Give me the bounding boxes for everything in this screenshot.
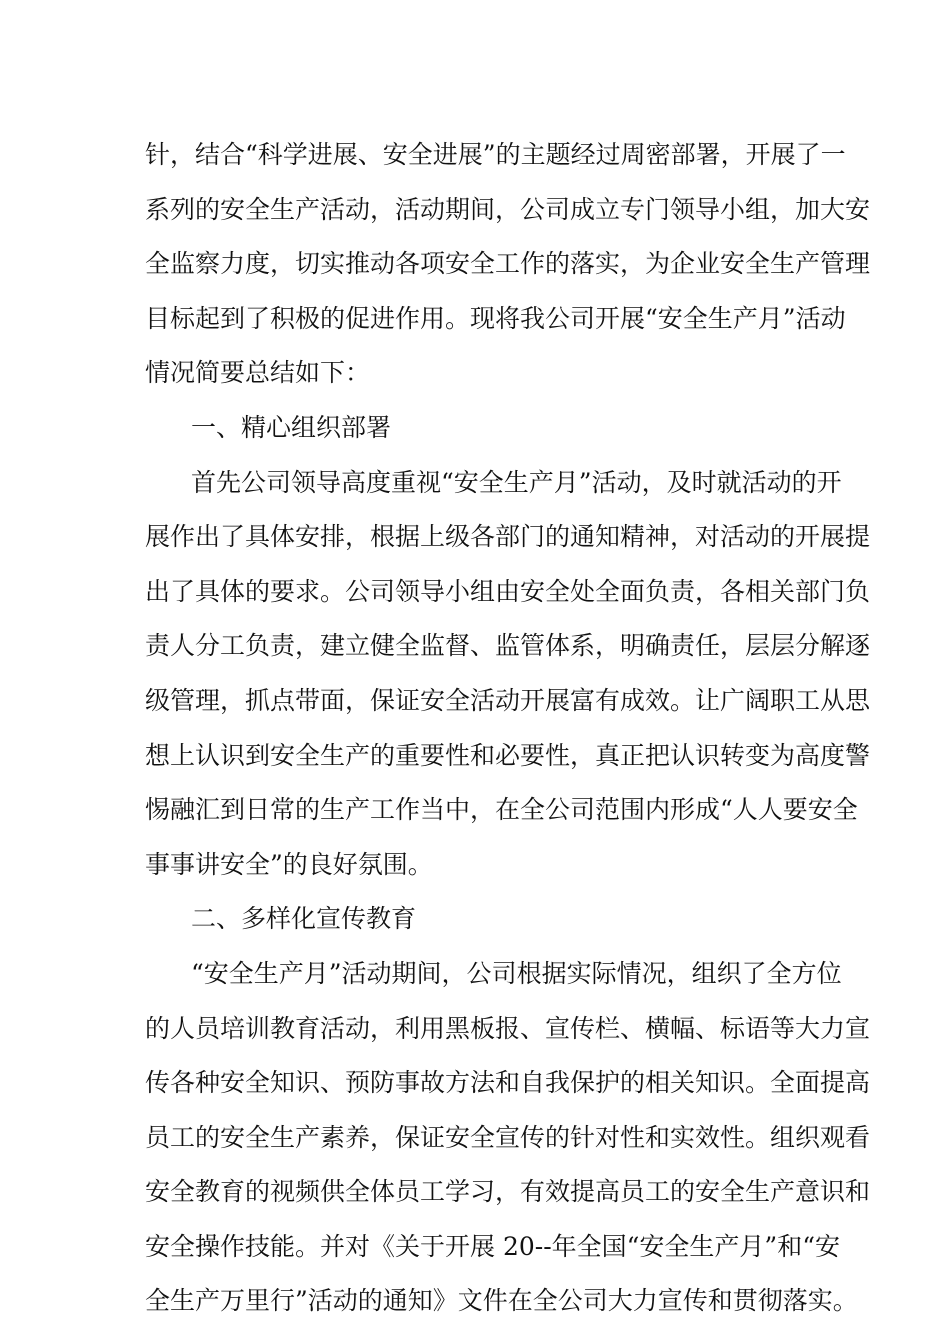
paragraph-line: 员工的安全生产素养，保证安全宣传的针对性和实效性。组织观看	[145, 1122, 871, 1152]
paragraph-line: 全监察力度，切实推动各项安全工作的落实，为企业安全生产管理	[145, 249, 871, 279]
paragraph-line: 传各种安全知识、预防事故方法和自我保护的相关知识。全面提高	[145, 1068, 871, 1098]
section-heading-2: 二、多样化宣传教育	[191, 904, 417, 934]
paragraph-line: 全生产万里行”活动的通知》文件在全公司大力宣传和贯彻落实。	[145, 1286, 858, 1316]
paragraph-line: 责人分工负责，建立健全监督、监管体系，明确责任，层层分解逐	[145, 631, 871, 661]
paragraph-line: 安全操作技能。并对《关于开展 20--年全国“安全生产月”和“安	[145, 1231, 840, 1261]
paragraph-line: 系列的安全生产活动，活动期间，公司成立专门领导小组，加大安	[145, 194, 871, 224]
paragraph-line: 出了具体的要求。公司领导小组由安全处全面负责，各相关部门负	[145, 576, 871, 606]
paragraph-line: 想上认识到安全生产的重要性和必要性，真正把认识转变为高度警	[145, 740, 871, 770]
document-body	[145, 128, 871, 1329]
paragraph-line: 惕融汇到日常的生产工作当中，在全公司范围内形成“人人要安全	[145, 795, 858, 825]
paragraph-line: 展作出了具体安排，根据上级各部门的通知精神，对活动的开展提	[145, 522, 871, 552]
paragraph-line: 安全教育的视频供全体员工学习，有效提高员工的安全生产意识和	[145, 1177, 871, 1207]
paragraph-line: 事事讲安全”的良好氛围。	[145, 849, 433, 879]
paragraph-line: 目标起到了积极的促进作用。现将我公司开展“安全生产月”活动	[145, 303, 846, 333]
paragraph-line: 级管理，抓点带面，保证安全活动开展富有成效。让广阔职工从思	[145, 685, 871, 715]
paragraph-line: 情况简要总结如下：	[145, 358, 371, 388]
paragraph-line: 首先公司领导高度重视“安全生产月”活动，及时就活动的开	[191, 467, 842, 497]
paragraph-line: 针，结合“科学进展、安全进展”的主题经过周密部署，开展了一	[145, 140, 846, 169]
paragraph-line: “安全生产月”活动期间，公司根据实际情况，组织了全方位	[191, 958, 842, 988]
section-heading-1: 一、精心组织部署	[191, 412, 392, 442]
paragraph-line: 的人员培训教育活动，利用黑板报、宣传栏、横幅、标语等大力宣	[145, 1013, 871, 1043]
